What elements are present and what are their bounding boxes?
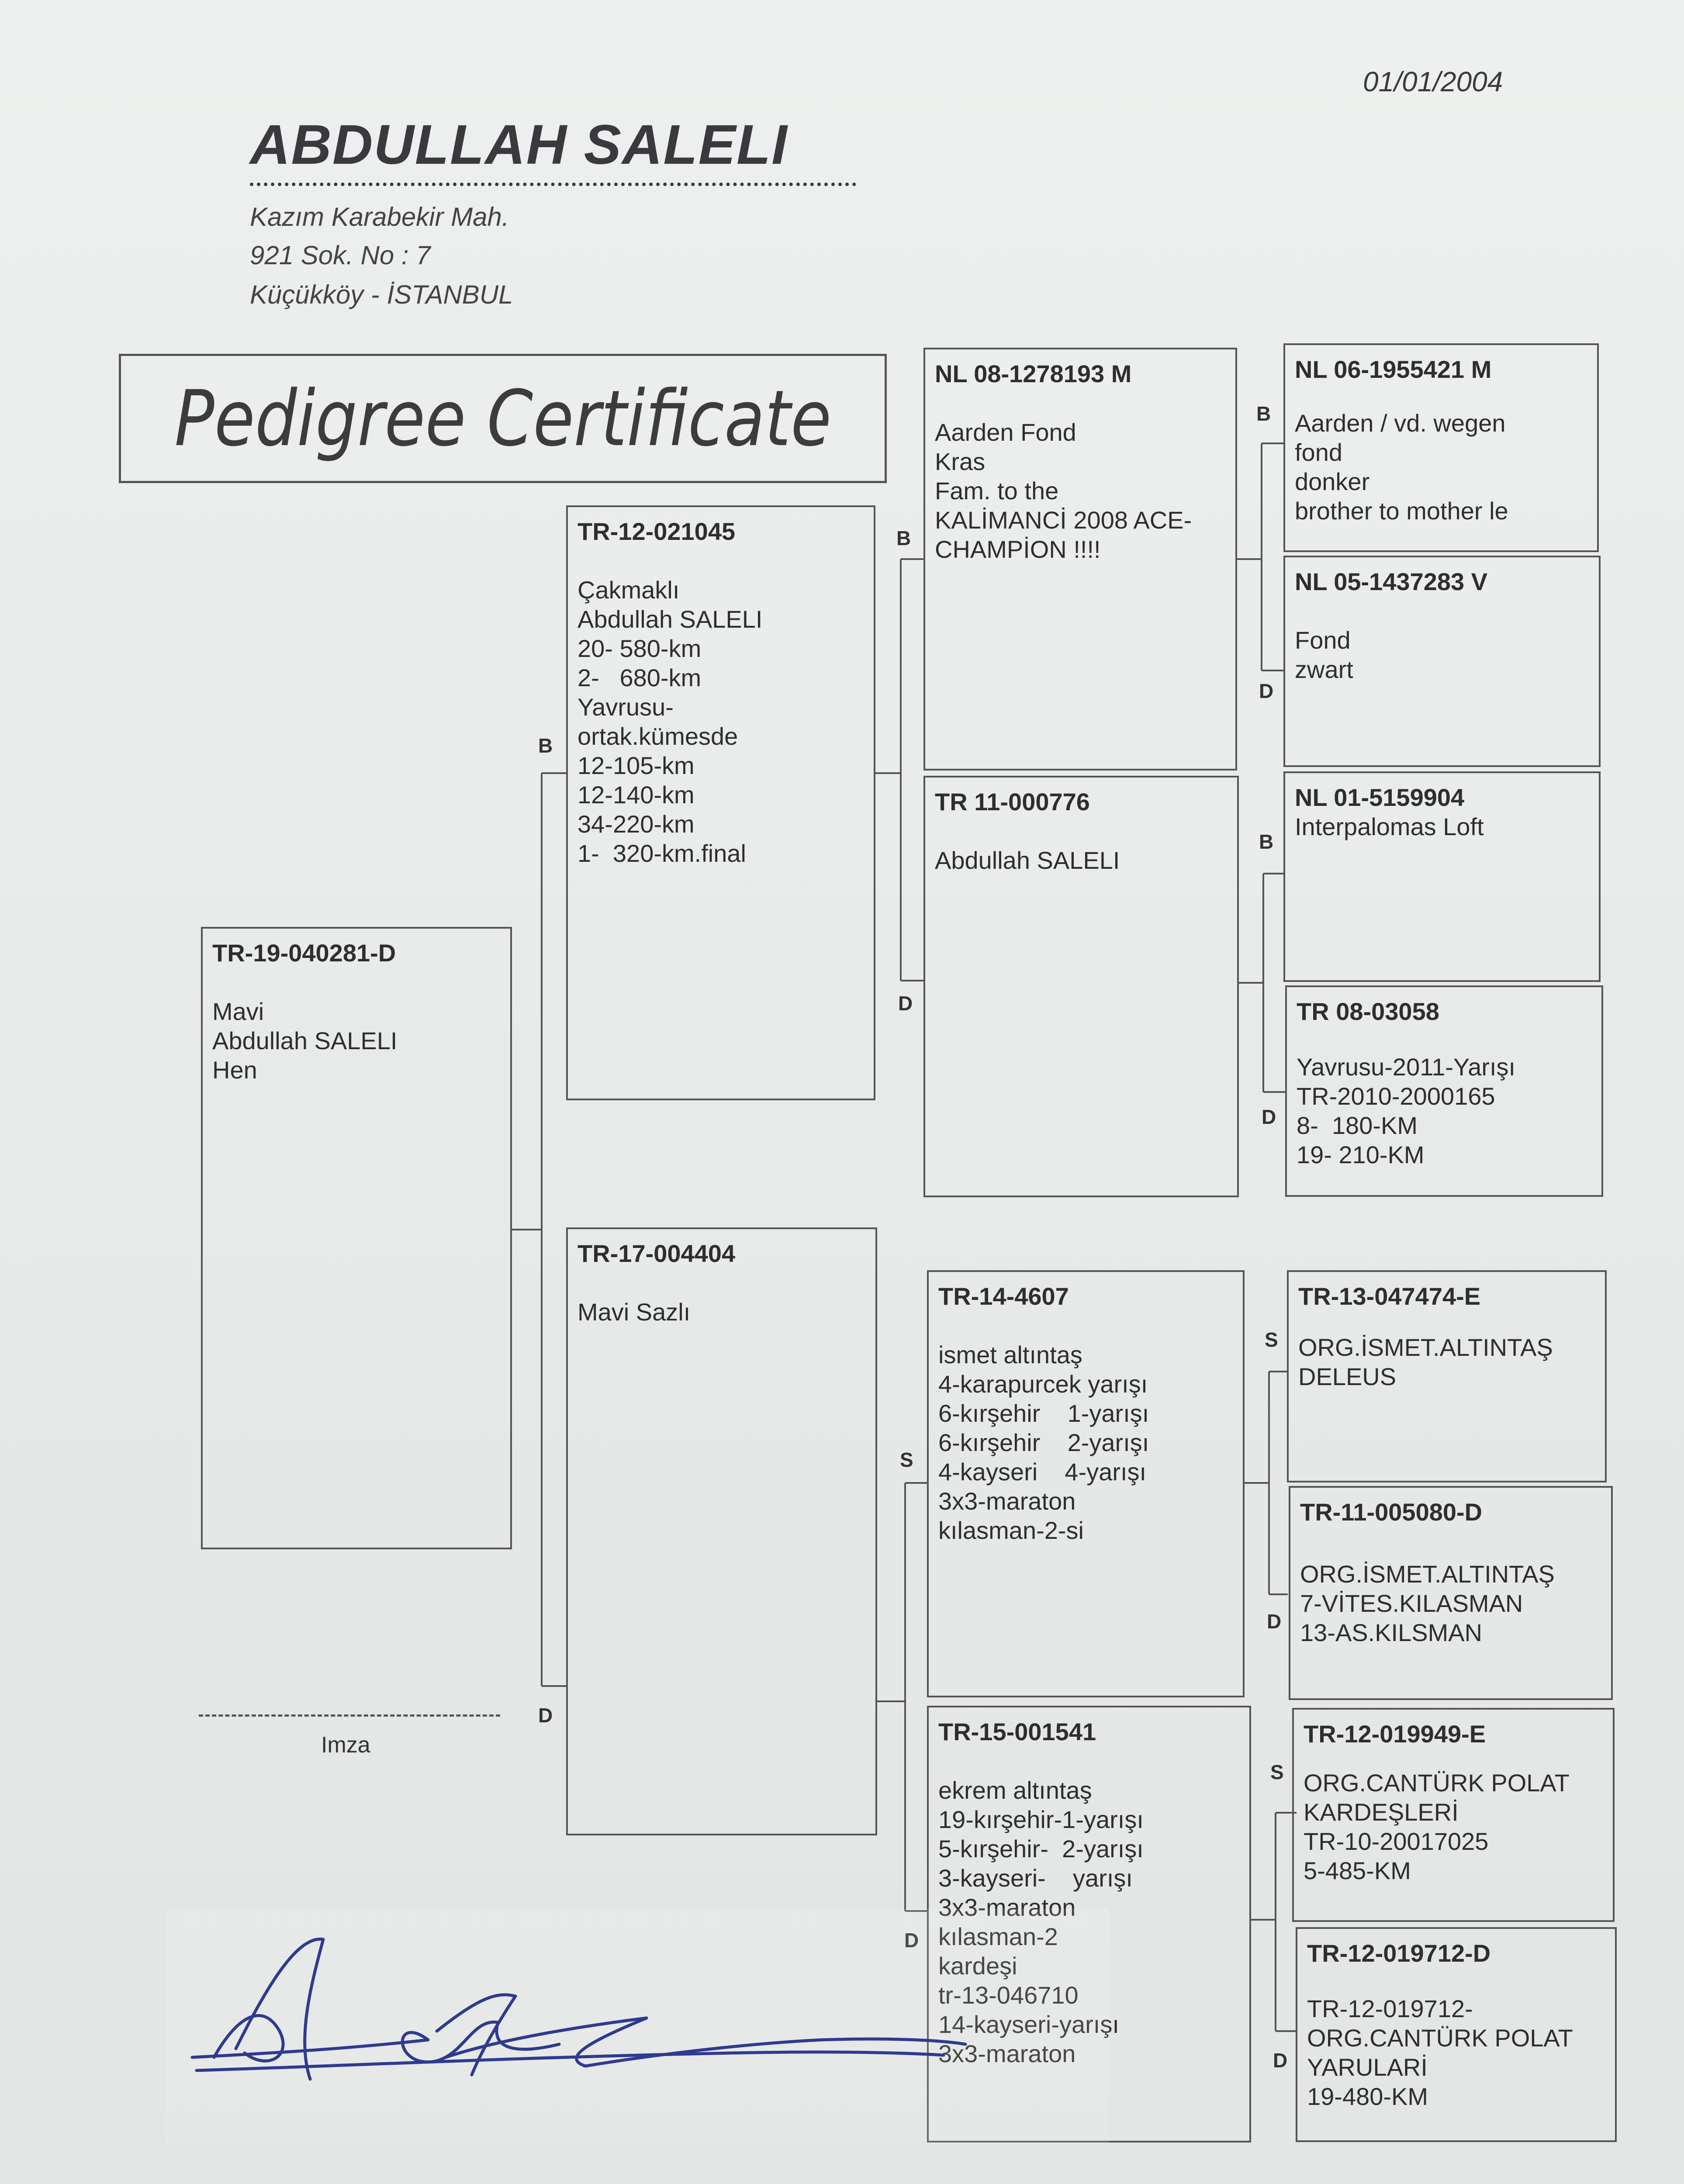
- address-line-2: 921 Sok. No : 7: [250, 241, 431, 270]
- grandfather-maternal-line: 3x3-maraton: [938, 1487, 1076, 1515]
- grandfather-maternal-line: 4-kayseri 4-yarışı: [938, 1458, 1147, 1486]
- grandfather-paternal-box: [923, 348, 1237, 771]
- great-grandparent-1-line: donker: [1295, 468, 1370, 495]
- great-grandparent-7-line: TR-10-20017025: [1304, 1828, 1489, 1855]
- great-grandparent-6-line: 13-AS.KILSMAN: [1300, 1619, 1483, 1646]
- great-grandparent-1-line: fond: [1295, 439, 1342, 466]
- great-grandparent-1-ring-id: NL 06-1955421 M: [1295, 356, 1492, 383]
- great-grandparent-6-line: 7-VİTES.KILASMAN: [1300, 1590, 1523, 1617]
- grandmother-maternal-line: kılasman-2: [938, 1923, 1058, 1950]
- great-grandparent-2-line: Fond: [1295, 626, 1351, 654]
- great-grandparent-4-line: TR-2010-2000165: [1297, 1082, 1495, 1110]
- grandfather-paternal-ring-id: NL 08-1278193 M: [935, 360, 1132, 387]
- grandfather-paternal-line: CHAMPİON !!!!: [935, 536, 1101, 563]
- great-grandparent-5-ring-id: TR-13-047474-E: [1298, 1282, 1481, 1310]
- mother-line: Mavi Sazlı: [577, 1298, 691, 1326]
- grandfather-maternal-line: 6-kırşehir 2-yarışı: [938, 1429, 1149, 1456]
- grandmother-maternal-line: 5-kırşehir- 2-yarışı: [938, 1835, 1144, 1863]
- great-grandparent-5-line: DELEUS: [1298, 1363, 1397, 1390]
- great-grandparent-4-line: Yavrusu-2011-Yarışı: [1297, 1053, 1516, 1081]
- grandfather-paternal-line: Kras: [935, 448, 986, 475]
- father-line: Abdullah SALELI: [577, 605, 763, 633]
- signature-label: Imza: [321, 1732, 370, 1758]
- pigeon-ring-id: TR-19-040281-D: [212, 939, 396, 967]
- great-grandparent-1-line: brother to mother le: [1295, 497, 1508, 525]
- great-grandparent-5-line: ORG.İSMET.ALTINTAŞ: [1298, 1334, 1553, 1361]
- father-line: Çakmaklı: [577, 576, 680, 604]
- father-line: 20- 580-km: [577, 635, 702, 662]
- gf-father-label: B: [896, 527, 911, 549]
- mother-box: [566, 1227, 877, 1835]
- great-grandparent-1-box: [1283, 343, 1599, 552]
- grandfather-paternal-line: Fam. to the: [935, 477, 1059, 505]
- grandmother-maternal-line: tr-13-046710: [938, 1981, 1079, 2009]
- grandmother-maternal-line: 3x3-maraton: [938, 1894, 1076, 1921]
- gm-mother-label: D: [904, 1929, 919, 1952]
- great-grandparent-7-line: KARDEŞLERİ: [1304, 1798, 1459, 1826]
- father-line: 12-140-km: [577, 781, 695, 809]
- certificate-title: Pedigree Certificate: [174, 373, 831, 463]
- great-grandparent-4-ring-id: TR 08-03058: [1297, 998, 1439, 1025]
- great-grandparent-7-ring-id: TR-12-019949-E: [1304, 1720, 1486, 1748]
- grandmother-maternal-line: kardeşi: [938, 1952, 1017, 1980]
- grandmother-paternal-box: [923, 776, 1239, 1197]
- pigeon-color: Mavi: [212, 998, 264, 1025]
- great-grandparent-6-line: ORG.İSMET.ALTINTAŞ: [1300, 1560, 1555, 1588]
- father-ring-id: TR-12-021045: [577, 518, 736, 545]
- grandmother-maternal-ring-id: TR-15-001541: [938, 1718, 1096, 1745]
- grandfather-maternal-line: ismet altıntaş: [938, 1341, 1082, 1368]
- grandmother-maternal-line: 19-kırşehir-1-yarışı: [938, 1806, 1144, 1833]
- father-line: 1- 320-km.final: [577, 840, 746, 867]
- address-line-3: Küçükköy - İSTANBUL: [250, 280, 513, 309]
- ggp5-label: S: [1265, 1328, 1278, 1351]
- great-grandparent-8-line: ORG.CANTÜRK POLAT: [1307, 2024, 1573, 2052]
- father-line: Yavrusu-: [577, 693, 674, 721]
- grandfather-maternal-line: 6-kırşehir 1-yarışı: [938, 1400, 1149, 1427]
- father-box: [566, 505, 875, 1100]
- grandmother-maternal-line: ekrem altıntaş: [938, 1776, 1092, 1804]
- grandmother-paternal-line: Abdullah SALELI: [935, 847, 1120, 874]
- gf-mother-label: S: [900, 1448, 913, 1471]
- great-grandparent-4-line: 19- 210-KM: [1297, 1141, 1425, 1168]
- great-grandparent-7-box: [1292, 1708, 1615, 1922]
- great-grandparent-8-box: [1296, 1927, 1617, 2142]
- great-grandparent-3-ring-id: NL 01-5159904: [1295, 784, 1465, 811]
- grandfather-paternal-line: KALİMANCİ 2008 ACE-: [935, 506, 1192, 534]
- document-date: 01/01/2004: [1363, 66, 1503, 97]
- ggp2-label: D: [1259, 680, 1274, 702]
- grandmother-maternal-line: 3x3-maraton: [938, 2040, 1076, 2067]
- ggp3-label: B: [1259, 830, 1274, 853]
- great-grandparent-4-line: 8- 180-KM: [1297, 1112, 1418, 1139]
- gm-father-label: D: [898, 992, 913, 1015]
- ggp4-label: D: [1262, 1106, 1276, 1128]
- great-grandparent-8-line: YARULARİ: [1307, 2053, 1428, 2081]
- pigeon-sex: Hen: [212, 1056, 257, 1084]
- great-grandparent-2-box: [1283, 556, 1601, 767]
- pigeon-box: [201, 927, 512, 1549]
- great-grandparent-3-line: Interpalomas Loft: [1295, 813, 1484, 840]
- ggp1-label: B: [1256, 402, 1271, 425]
- father-line: 2- 680-km: [577, 664, 702, 691]
- father-line: 34-220-km: [577, 810, 695, 838]
- grandfather-maternal-line: 4-karapurcek yarışı: [938, 1370, 1148, 1398]
- father-line: ortak.kümesde: [577, 722, 738, 750]
- grandmother-maternal-line: 3-kayseri- yarışı: [938, 1864, 1133, 1892]
- grandfather-maternal-line: kılasman-2-si: [938, 1517, 1084, 1544]
- great-grandparent-7-line: ORG.CANTÜRK POLAT: [1304, 1769, 1570, 1797]
- pigeon-breeder: Abdullah SALELI: [212, 1027, 398, 1054]
- great-grandparent-6-ring-id: TR-11-005080-D: [1300, 1498, 1483, 1526]
- great-grandparent-2-line: zwart: [1295, 656, 1353, 683]
- mother-label: D: [538, 1704, 553, 1727]
- grandmother-paternal-ring-id: TR 11-000776: [935, 788, 1090, 816]
- address-line-1: Kazım Karabekir Mah.: [250, 202, 509, 232]
- grandfather-maternal-ring-id: TR-14-4607: [938, 1282, 1069, 1310]
- great-grandparent-7-line: 5-485-KM: [1304, 1857, 1411, 1884]
- father-label: B: [538, 734, 553, 757]
- great-grandparent-4-box: [1285, 985, 1603, 1197]
- great-grandparent-1-line: Aarden / vd. wegen: [1295, 409, 1506, 437]
- great-grandparent-6-box: [1289, 1486, 1613, 1700]
- great-grandparent-3-box: [1283, 771, 1601, 982]
- owner-name: ABDULLAH SALELI: [250, 114, 788, 176]
- signature-line: [199, 1714, 500, 1717]
- great-grandparent-5-box: [1287, 1270, 1607, 1482]
- great-grandparent-8-line: TR-12-019712-: [1307, 1995, 1473, 2022]
- ggp6-label: D: [1267, 1610, 1282, 1633]
- grandmother-maternal-line: 14-kayseri-yarışı: [938, 2011, 1119, 2038]
- mother-ring-id: TR-17-004404: [577, 1240, 736, 1267]
- handwritten-signature: [166, 1909, 1110, 2145]
- father-line: 12-105-km: [577, 752, 695, 779]
- great-grandparent-8-ring-id: TR-12-019712-D: [1307, 1939, 1491, 1967]
- ggp7-label: S: [1270, 1761, 1284, 1783]
- grandfather-paternal-line: Aarden Fond: [935, 418, 1076, 446]
- grandfather-maternal-box: [927, 1270, 1245, 1697]
- ggp8-label: D: [1273, 2049, 1288, 2072]
- great-grandparent-2-ring-id: NL 05-1437283 V: [1295, 568, 1488, 595]
- great-grandparent-8-line: 19-480-KM: [1307, 2083, 1428, 2110]
